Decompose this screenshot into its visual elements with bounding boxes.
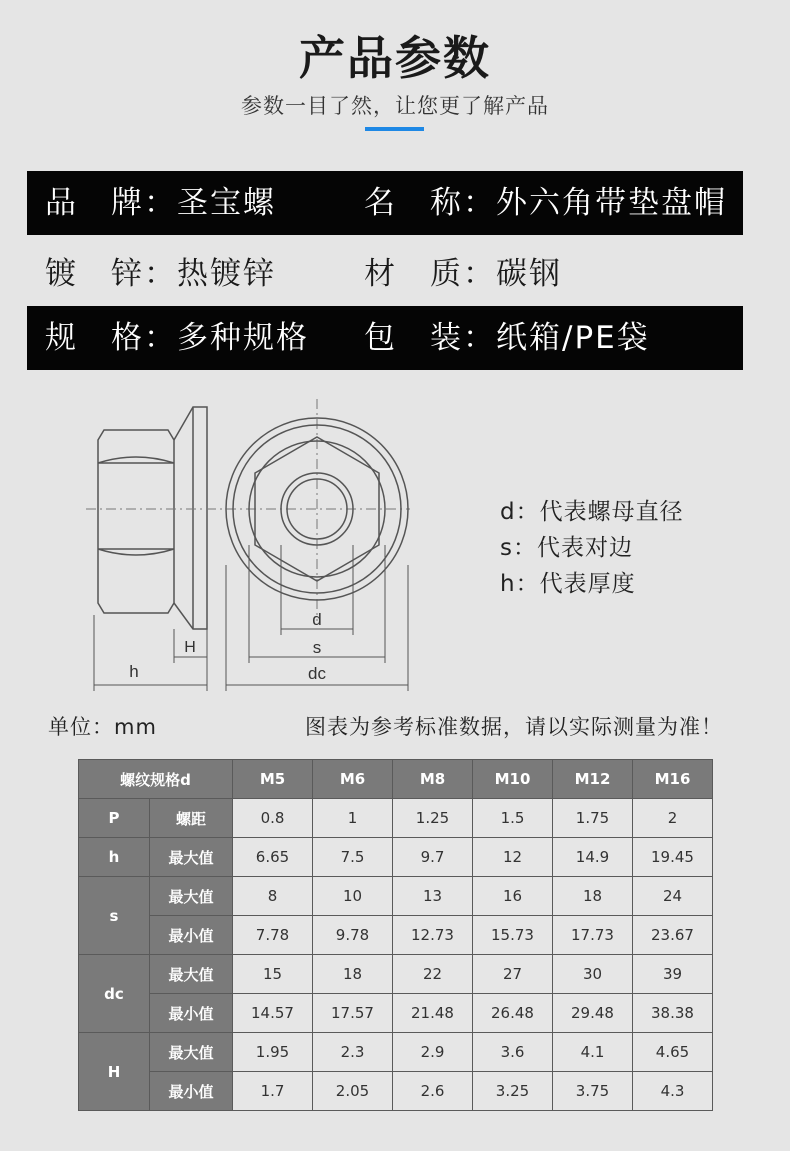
table-row [79,955,713,994]
table-cell: 14.57 [233,994,313,1033]
table-row [79,994,713,1033]
table-cell: 27 [473,955,553,994]
table-cell: 3.25 [473,1072,553,1111]
table-cell: 1.75 [553,799,633,838]
header-size: M6 [313,760,393,799]
table-cell: 16 [473,877,553,916]
legend-d: d：代表螺母直径 [500,499,684,525]
table-cell: 12 [473,838,553,877]
spec-plating-value: 热镀锌 [177,256,276,292]
spec-plating-label: 镀 锌： [45,256,177,292]
spec-material-value: 碳钢 [496,256,562,292]
table-cell: 8 [233,877,313,916]
table-cell: 26.48 [473,994,553,1033]
header-size: M16 [633,760,713,799]
spec-brand-value: 圣宝螺 [177,185,276,221]
legend-s: s：代表对边 [500,535,633,561]
table-row [79,799,713,838]
header-size: M8 [393,760,473,799]
spec-brand-label: 品 牌： [45,185,177,221]
row-group-label: dc [79,955,150,1033]
unit-label: 单位：mm [48,715,157,739]
spec-row-size-pack [27,306,743,370]
spec-size-value: 多种规格 [177,320,309,356]
table-cell: 3.6 [473,1033,553,1072]
spec-brand [45,171,276,235]
row-group-label: h [79,838,150,877]
table-cell: 0.8 [233,799,313,838]
row-sub-label: 最大值 [150,955,233,994]
side-view [98,407,207,629]
reference-note: 图表为参考标准数据，请以实际测量为准！ [305,715,723,739]
table-cell: 2.9 [393,1033,473,1072]
spec-table [78,759,713,1111]
spec-material [364,242,562,306]
spec-row-plating-material [27,242,743,306]
row-sub-label: 最小值 [150,916,233,955]
spec-pack [364,306,650,370]
table-cell: 6.65 [233,838,313,877]
table-cell: 18 [313,955,393,994]
table-cell: 4.3 [633,1072,713,1111]
table-cell: 19.45 [633,838,713,877]
header-size: M5 [233,760,313,799]
header-size: M10 [473,760,553,799]
table-cell: 17.73 [553,916,633,955]
spec-material-label: 材 质： [364,256,496,292]
table-cell: 17.57 [313,994,393,1033]
row-sub-label: 最大值 [150,877,233,916]
page-subtitle: 参数一目了然，让您更了解产品 [241,94,549,118]
table-cell: 4.65 [633,1033,713,1072]
table-cell: 30 [553,955,633,994]
table-cell: 18 [553,877,633,916]
table-cell: 1.5 [473,799,553,838]
table-cell: 9.7 [393,838,473,877]
table-cell: 38.38 [633,994,713,1033]
spec-size-label: 规 格： [45,320,177,356]
header-size: M12 [553,760,633,799]
side-flange [174,407,207,629]
table-cell: 13 [393,877,473,916]
spec-size [45,306,309,370]
row-group-label: H [79,1033,150,1111]
table-cell: 2.6 [393,1072,473,1111]
row-sub-label: 最小值 [150,994,233,1033]
dim-label-h: h [129,662,139,681]
table-cell: 4.1 [553,1033,633,1072]
nut-technical-drawing [80,395,420,695]
table-header-row [79,760,713,799]
table-cell: 15.73 [473,916,553,955]
table-cell: 14.9 [553,838,633,877]
row-sub-label: 最大值 [150,1033,233,1072]
dimension-legend [500,494,684,602]
table-cell: 15 [233,955,313,994]
table-cell: 39 [633,955,713,994]
table-cell: 2 [633,799,713,838]
spec-row-brand-name [27,171,743,235]
dimension-lines [94,545,408,691]
table-row [79,1072,713,1111]
table-cell: 1.7 [233,1072,313,1111]
table-cell: 2.3 [313,1033,393,1072]
table-cell: 24 [633,877,713,916]
table-cell: 1.95 [233,1033,313,1072]
dim-label-s: s [312,638,322,657]
table-cell: 29.48 [553,994,633,1033]
table-row [79,916,713,955]
row-sub-label: 最大值 [150,838,233,877]
row-group-label: P [79,799,150,838]
table-cell: 2.05 [313,1072,393,1111]
spec-plating [45,242,276,306]
table-cell: 9.78 [313,916,393,955]
dim-label-d: d [312,610,322,629]
table-cell: 3.75 [553,1072,633,1111]
page-title: 产品参数 [299,31,491,85]
spec-name-label: 名 称： [364,185,496,221]
table-cell: 1.25 [393,799,473,838]
row-group-label: s [79,877,150,955]
row-sub-label: 螺距 [150,799,233,838]
spec-name-value: 外六角带垫盘帽 [496,185,727,221]
table-cell: 7.78 [233,916,313,955]
table-row [79,838,713,877]
table-cell: 12.73 [393,916,473,955]
table-cell: 23.67 [633,916,713,955]
dim-label-dc: dc [308,664,326,683]
accent-underline [365,127,424,131]
table-cell: 21.48 [393,994,473,1033]
table-cell: 10 [313,877,393,916]
spec-pack-label: 包 装： [364,320,496,356]
table-cell: 22 [393,955,473,994]
spec-pack-value: 纸箱/PE袋 [496,320,650,356]
table-row [79,877,713,916]
header-thread-spec: 螺纹规格d [79,760,233,799]
table-row [79,1033,713,1072]
legend-h: h：代表厚度 [500,571,636,597]
spec-name [364,171,727,235]
table-cell: 1 [313,799,393,838]
dim-label-H: H [184,639,196,656]
table-cell: 7.5 [313,838,393,877]
row-sub-label: 最小值 [150,1072,233,1111]
